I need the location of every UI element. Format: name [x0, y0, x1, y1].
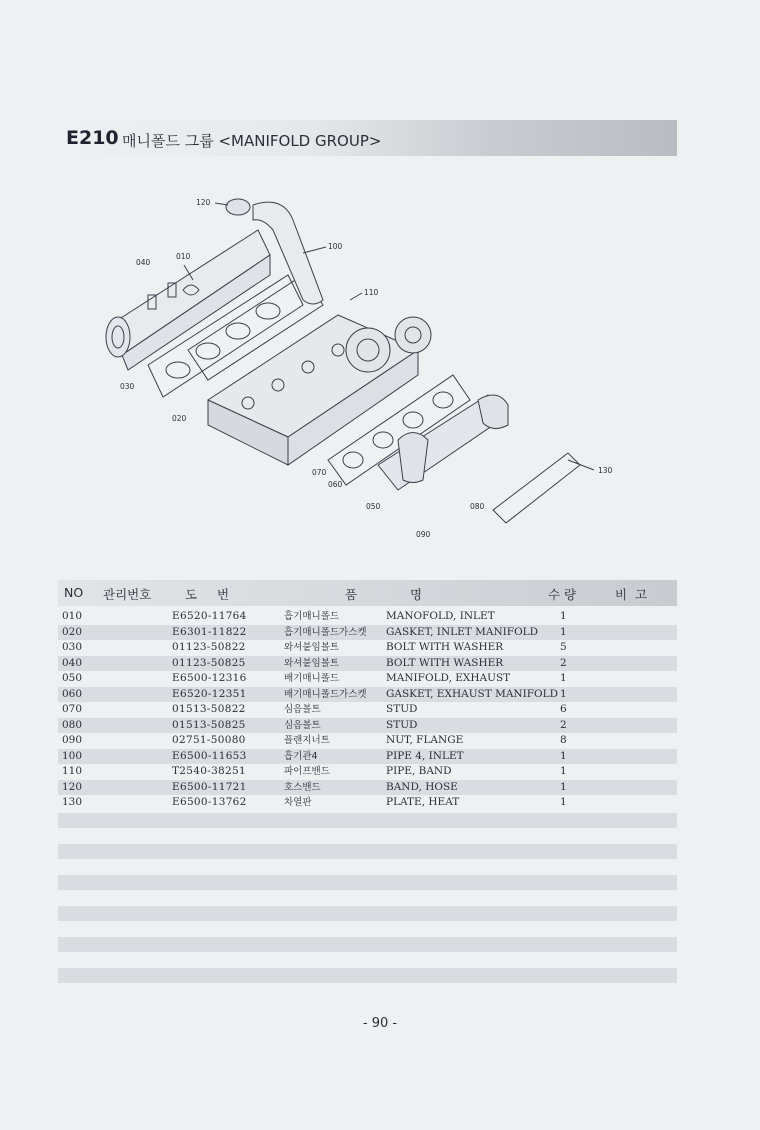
row-part-number: E6301-11822	[172, 625, 247, 638]
callout-070: 070	[312, 468, 327, 477]
row-quantity: 6	[560, 703, 567, 715]
row-name-kr: 플랜지너트	[284, 735, 330, 746]
callout-080: 080	[470, 502, 485, 511]
row-no: 110	[62, 765, 83, 777]
row-name-kr: 호스밴드	[284, 781, 321, 793]
row-name-kr: 심음볼트	[284, 704, 321, 715]
row-name-kr: 흡기매니폴드	[284, 611, 340, 622]
row-name-en: PIPE 4, INLET	[386, 749, 464, 762]
row-name-kr: 와셔붙임볼트	[284, 642, 340, 653]
row-quantity: 1	[560, 796, 567, 808]
row-no: 090	[62, 734, 83, 746]
callout-120: 120	[196, 198, 211, 207]
row-name-en: GASKET, EXHAUST MANIFOLD	[386, 687, 559, 700]
callout-090: 090	[416, 530, 431, 539]
row-part-number: E6500-13762	[172, 796, 247, 808]
empty-row-stripe	[58, 968, 677, 983]
row-quantity: 5	[560, 641, 567, 653]
row-name-kr: 흡기관4	[284, 750, 318, 762]
row-part-number: 02751-50080	[172, 734, 246, 746]
row-name-kr: 차열판	[284, 797, 312, 808]
table-row	[58, 656, 677, 672]
table-row	[58, 671, 677, 687]
row-part-number: E6500-12316	[172, 672, 247, 684]
row-quantity: 2	[560, 656, 567, 669]
header-no: NO	[64, 585, 84, 600]
row-name-kr: 배기매니폴드가스켓	[284, 688, 367, 700]
row-part-number: E6500-11721	[172, 780, 247, 793]
row-no: 050	[62, 672, 83, 684]
row-name-kr: 흡기매니폴드가스켓	[284, 626, 367, 638]
header-mgmt-number: 관리번호	[103, 587, 152, 602]
row-no: 030	[62, 641, 83, 653]
empty-row-stripe	[58, 813, 677, 828]
row-no: 010	[62, 610, 83, 622]
row-quantity: 2	[560, 718, 567, 731]
row-part-number: 01123-50822	[172, 641, 246, 653]
row-name-kr: 심음볼트	[284, 719, 321, 731]
empty-row-stripe	[58, 844, 677, 859]
row-name-en: GASKET, INLET MANIFOLD	[386, 625, 539, 638]
table-row	[58, 640, 677, 656]
row-name-en: BOLT WITH WASHER	[386, 656, 504, 669]
row-part-number: E6500-11653	[172, 749, 247, 762]
row-quantity: 1	[560, 765, 567, 777]
callout-050: 050	[366, 502, 381, 511]
row-quantity: 1	[560, 672, 567, 684]
row-quantity: 1	[560, 780, 567, 793]
row-no: 100	[62, 749, 83, 762]
header-name-en: 명	[410, 587, 423, 602]
callout-060: 060	[328, 480, 343, 489]
row-part-number: 01123-50825	[172, 656, 246, 669]
row-part-number: E6520-12351	[172, 687, 247, 700]
header-name-kr: 품	[345, 587, 358, 602]
section-code: E210	[66, 127, 119, 149]
callout-040: 040	[136, 258, 151, 267]
table-row	[58, 764, 677, 780]
table-row	[58, 625, 677, 641]
row-part-number: E6520-11764	[172, 610, 247, 622]
callout-110: 110	[364, 288, 379, 297]
callout-100: 100	[328, 242, 343, 251]
row-no: 080	[62, 718, 83, 731]
row-name-en: MANOFOLD, INLET	[386, 610, 495, 622]
table-row	[58, 702, 677, 718]
table-row	[58, 795, 677, 811]
row-name-en: NUT, FLANGE	[386, 734, 464, 746]
row-quantity: 1	[560, 749, 567, 762]
header-drawing-number: 도 번	[185, 587, 230, 602]
table-row	[58, 718, 677, 734]
section-title: 매니폴드 그룹 <MANIFOLD GROUP>	[122, 132, 382, 150]
callout-010: 010	[176, 252, 191, 261]
parts-table	[58, 609, 677, 811]
row-no: 120	[62, 780, 83, 793]
row-part-number: T2540-38251	[172, 765, 246, 777]
row-quantity: 1	[560, 610, 567, 622]
empty-row-stripe	[58, 906, 677, 921]
row-no: 130	[62, 796, 83, 808]
table-row	[58, 749, 677, 765]
empty-row-stripe	[58, 875, 677, 890]
row-name-kr: 와셔붙임볼트	[284, 657, 340, 669]
row-name-en: STUD	[386, 718, 418, 731]
table-row	[58, 780, 677, 796]
page-number: - 90 -	[362, 1016, 398, 1031]
row-part-number: 01513-50822	[172, 703, 246, 715]
row-no: 020	[62, 625, 83, 638]
row-name-en: PLATE, HEAT	[386, 796, 460, 808]
row-part-number: 01513-50825	[172, 718, 246, 731]
row-name-kr: 파이프밴드	[284, 766, 330, 777]
table-row	[58, 609, 677, 625]
row-name-kr: 배기매니폴드	[284, 673, 340, 684]
heat-plate-drawing	[493, 453, 580, 523]
table-row	[58, 687, 677, 703]
table-row	[58, 733, 677, 749]
exploded-parts-diagram	[98, 175, 638, 555]
row-name-en: BAND, HOSE	[386, 780, 458, 793]
row-no: 070	[62, 703, 83, 715]
row-name-en: STUD	[386, 703, 418, 715]
row-name-en: PIPE, BAND	[386, 765, 452, 777]
row-no: 060	[62, 687, 83, 700]
empty-row-stripe	[58, 937, 677, 952]
header-remarks: 비 고	[615, 587, 648, 602]
callout-130: 130	[598, 466, 613, 475]
row-no: 040	[62, 656, 83, 669]
row-name-en: BOLT WITH WASHER	[386, 641, 504, 653]
callout-030: 030	[120, 382, 135, 391]
row-quantity: 8	[560, 734, 567, 746]
callout-020: 020	[172, 414, 187, 423]
row-name-en: MANIFOLD, EXHAUST	[386, 672, 511, 684]
row-quantity: 1	[560, 687, 567, 700]
header-quantity: 수 량	[548, 587, 577, 602]
row-quantity: 1	[560, 625, 567, 638]
